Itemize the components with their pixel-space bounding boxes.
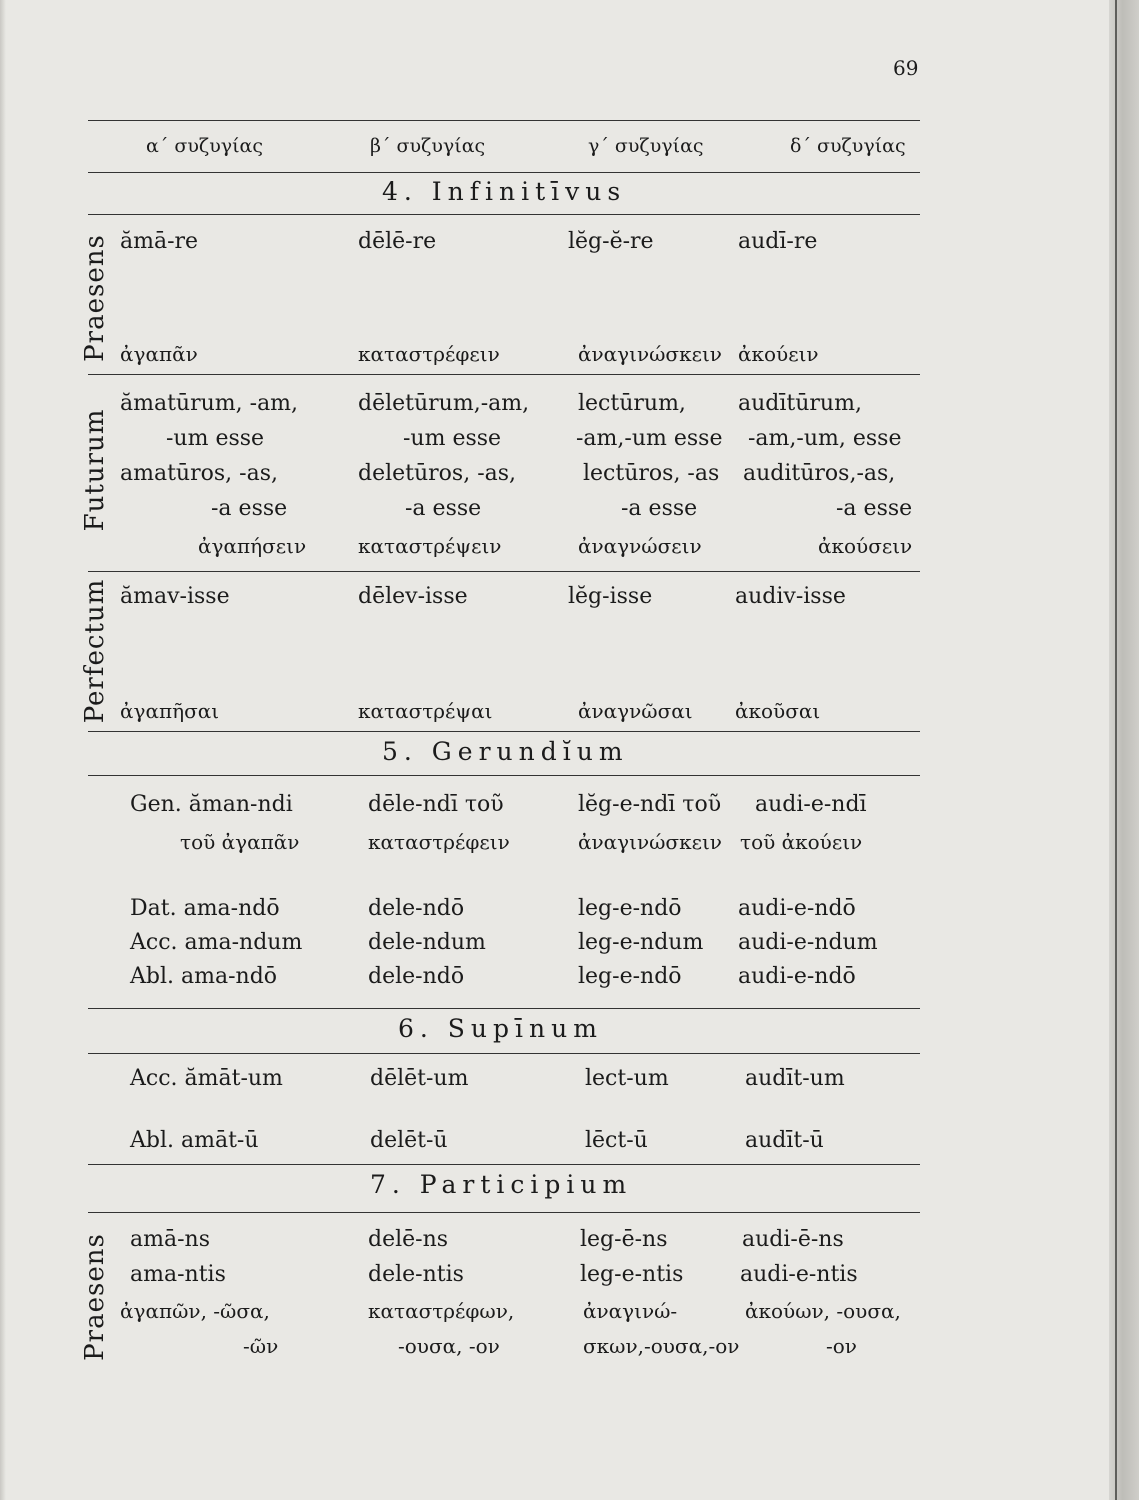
inf-perf-greek-1: ἀγαπῆσαι bbox=[120, 699, 220, 723]
part-r2-3: leg-e-ntis bbox=[580, 1262, 684, 1287]
part-r4-4: -ον bbox=[826, 1334, 857, 1358]
page-edge-right bbox=[1109, 0, 1139, 1500]
rule-supinum-end bbox=[88, 1164, 920, 1165]
part-r2-2: dele-ntis bbox=[368, 1262, 464, 1287]
part-r3-4: ἀκούων, -ουσα, bbox=[745, 1299, 901, 1323]
section-title-participium: 7. Participium bbox=[370, 1170, 633, 1199]
inf-fut-greek-2: καταστρέψειν bbox=[358, 534, 502, 558]
sup-acc-4: audīt-um bbox=[745, 1066, 845, 1091]
part-r3-2: καταστρέφων, bbox=[368, 1299, 515, 1323]
inf-fut-r4-1: -a esse bbox=[211, 496, 288, 521]
inf-praes-greek-3: ἀναγινώσκειν bbox=[578, 342, 722, 366]
inf-fut-r4-2: -a esse bbox=[405, 496, 482, 521]
inf-fut-greek-1: ἀγαπήσειν bbox=[198, 534, 307, 558]
inf-perf-greek-3: ἀναγνῶσαι bbox=[578, 699, 693, 723]
ger-abl-3: leg-e-ndō bbox=[578, 964, 682, 989]
rule-participium bbox=[88, 1212, 920, 1213]
ger-gen-3: lĕg-e-ndī τοῦ bbox=[578, 792, 722, 817]
inf-fut-r3-3: lectūros, -as bbox=[583, 461, 720, 486]
inf-praes-greek-1: ἀγαπᾶν bbox=[120, 342, 198, 366]
ger-gen-greek-2: καταστρέφειν bbox=[368, 830, 510, 854]
section-title-gerundium: 5. Gerundĭum bbox=[382, 737, 629, 766]
inf-praes-latin-1: ămā-re bbox=[120, 229, 199, 254]
inf-praes-latin-2: dēlē-re bbox=[358, 229, 437, 254]
rule-gerundium-end bbox=[88, 1008, 920, 1009]
part-r4-2: -ουσα, -ον bbox=[398, 1334, 500, 1358]
inf-perf-greek-4: ἀκοῦσαι bbox=[735, 699, 821, 723]
ger-abl-4: audi-e-ndō bbox=[738, 964, 856, 989]
ger-acc-1: Acc. ama-ndum bbox=[130, 930, 303, 955]
inf-fut-r1-1: ămatūrum, -am, bbox=[120, 391, 299, 416]
inf-fut-r4-4: -a esse bbox=[836, 496, 913, 521]
inf-fut-r1-3: lectūrum, bbox=[578, 391, 686, 416]
sup-abl-4: audīt-ū bbox=[745, 1128, 824, 1153]
inf-praes-greek-2: καταστρέφειν bbox=[358, 342, 500, 366]
inf-fut-r2-1: -um esse bbox=[166, 426, 265, 451]
section-title-supinum: 6. Supīnum bbox=[398, 1014, 603, 1043]
inf-fut-r3-1: amatūros, -as, bbox=[120, 461, 278, 486]
rule-inf-perfectum bbox=[88, 731, 920, 732]
header-rule bbox=[88, 172, 920, 173]
part-r3-1: ἀγαπῶν, -ῶσα, bbox=[120, 1299, 270, 1323]
ger-dat-2: dele-ndō bbox=[368, 896, 465, 921]
column-header-1: α΄ συζυγίας bbox=[146, 135, 264, 157]
rule-supinum bbox=[88, 1053, 920, 1054]
column-header-4: δ΄ συζυγίας bbox=[790, 135, 906, 157]
section-title-infinitivus: 4. Infinitīvus bbox=[382, 177, 627, 206]
ger-acc-3: leg-e-ndum bbox=[578, 930, 704, 955]
top-rule bbox=[88, 120, 920, 121]
part-r4-3: σκων,-ουσα,-ον bbox=[583, 1334, 740, 1358]
ger-gen-2: dēle-ndī τοῦ bbox=[368, 792, 504, 817]
sup-abl-1: Abl. amāt-ū bbox=[130, 1128, 259, 1153]
page-edge-left bbox=[0, 0, 6, 1500]
inf-perf-greek-2: καταστρέψαι bbox=[358, 699, 493, 723]
sup-acc-2: dēlēt-um bbox=[370, 1066, 469, 1091]
ger-acc-2: dele-ndum bbox=[368, 930, 486, 955]
inf-fut-greek-4: ἀκούσειν bbox=[818, 534, 913, 558]
part-r2-1: ama-ntis bbox=[130, 1262, 226, 1287]
rule-inf-futurum bbox=[88, 571, 920, 572]
inf-praes-latin-4: audī-re bbox=[738, 229, 818, 254]
inf-fut-r2-2: -um esse bbox=[403, 426, 502, 451]
inf-fut-r3-2: deletūros, -as, bbox=[358, 461, 517, 486]
sup-abl-3: lēct-ū bbox=[585, 1128, 648, 1153]
inf-fut-greek-3: ἀναγνώσειν bbox=[578, 534, 702, 558]
ger-gen-1: Gen. ăman-ndi bbox=[130, 792, 293, 817]
page-number: 69 bbox=[893, 56, 919, 80]
inf-perf-latin-4: audiv-isse bbox=[735, 584, 846, 609]
column-header-2: β΄ συζυγίας bbox=[370, 135, 486, 157]
rule-infinitivus bbox=[88, 214, 920, 215]
part-r3-3: ἀναγινώ- bbox=[583, 1299, 678, 1323]
ger-dat-4: audi-e-ndō bbox=[738, 896, 856, 921]
inf-fut-r3-4: auditūros,-as, bbox=[743, 461, 896, 486]
inf-perf-latin-2: dēlev-isse bbox=[358, 584, 468, 609]
part-r2-4: audi-e-ntis bbox=[740, 1262, 858, 1287]
inf-fut-r2-4: -am,-um, esse bbox=[748, 426, 902, 451]
ger-acc-4: audi-e-ndum bbox=[738, 930, 878, 955]
ger-dat-3: leg-e-ndō bbox=[578, 896, 682, 921]
ger-gen-greek-3: ἀναγινώσκειν bbox=[578, 830, 722, 854]
inf-praes-latin-3: lĕg-ĕ-re bbox=[568, 229, 654, 254]
inf-fut-r1-2: dēletūrum,-am, bbox=[358, 391, 530, 416]
inf-praes-greek-4: ἀκούειν bbox=[738, 342, 819, 366]
ger-gen-4: audi-e-ndī bbox=[755, 792, 867, 817]
ger-abl-1: Abl. ama-ndō bbox=[130, 964, 278, 989]
rule-inf-praesens bbox=[88, 374, 920, 375]
inf-perf-latin-1: ămav-isse bbox=[120, 584, 230, 609]
sup-acc-1: Acc. ămāt-um bbox=[130, 1066, 283, 1091]
sup-acc-3: lect-um bbox=[585, 1066, 669, 1091]
ger-abl-2: dele-ndō bbox=[368, 964, 465, 989]
inf-fut-r2-3: -am,-um esse bbox=[576, 426, 723, 451]
ger-dat-1: Dat. ama-ndō bbox=[130, 896, 280, 921]
part-r1-1: amā-ns bbox=[130, 1227, 210, 1252]
part-r1-2: delē-ns bbox=[368, 1227, 449, 1252]
ger-gen-greek-1: τοῦ ἀγαπᾶν bbox=[180, 830, 300, 854]
rule-gerundium bbox=[88, 775, 920, 776]
column-header-3: γ΄ συζυγίας bbox=[588, 135, 704, 157]
part-r1-3: leg-ē-ns bbox=[580, 1227, 668, 1252]
sup-abl-2: delēt-ū bbox=[370, 1128, 448, 1153]
inf-fut-r1-4: audītūrum, bbox=[738, 391, 862, 416]
ger-gen-greek-4: τοῦ ἀκούειν bbox=[740, 830, 863, 854]
inf-fut-r4-3: -a esse bbox=[621, 496, 698, 521]
inf-perf-latin-3: lĕg-isse bbox=[568, 584, 653, 609]
part-r4-1: -ῶν bbox=[243, 1334, 279, 1358]
part-r1-4: audi-ē-ns bbox=[742, 1227, 844, 1252]
